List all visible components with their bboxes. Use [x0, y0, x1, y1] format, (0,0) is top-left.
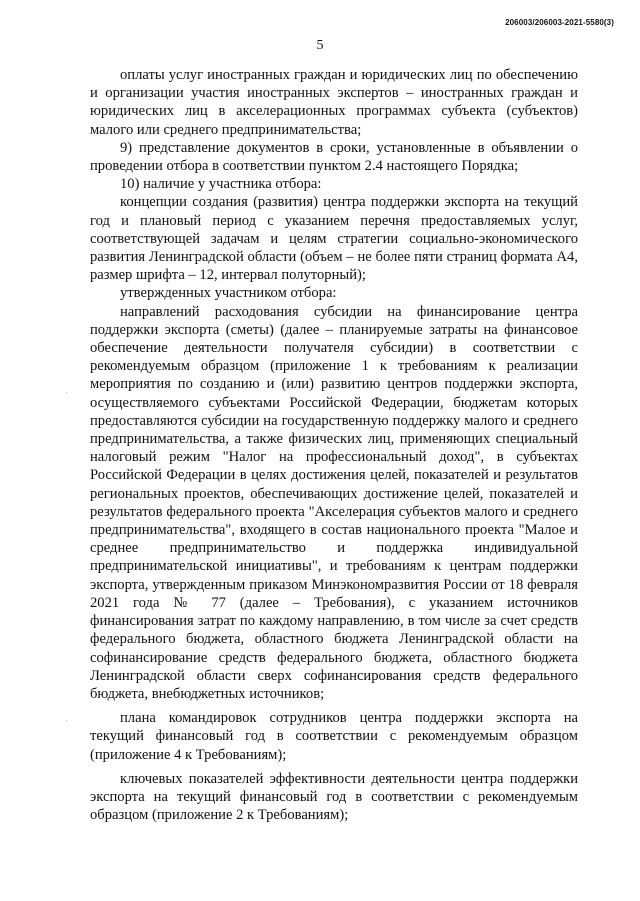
page-number: 5	[316, 38, 324, 53]
scan-speck	[66, 392, 67, 393]
document-body	[90, 66, 578, 824]
paragraph-approved-by: утвержденных участником отбора:	[120, 285, 337, 302]
paragraph-foreign-experts: оплаты услуг иностранных граждан и юридических лиц по обеспечению и организации участия иностранных экспертов – иностранных граждан и юридических лиц в акселерационных программах субъекта (субъектов) малого или среднего предпринимательства;	[90, 67, 578, 138]
scan-speck	[66, 720, 67, 721]
paragraph-concept: концепции создания (развития) центра поддержки экспорта на текущий год и плановый период с указанием перечня предоставляемых услуг, соответствующей задачам и целям стратегии социально-экономического развития Ленинградской области (объем – не более пяти страниц формата А4, размер шрифта – 12, интервал полуторный);	[90, 194, 578, 284]
paragraph-travel-plan: плана командировок сотрудников центра поддержки экспорта на текущий финансовый год в соответствии с рекомендуемым образцом (приложение 4 к Требованиям);	[90, 710, 578, 763]
document-code: 206003/206003-2021-5580(3)	[505, 18, 614, 27]
paragraph-kpi: ключевых показателей эффективности деятельности центра поддержки экспорта на текущий финансовый год в соответствии с рекомендуемым образцом (приложение 2 к Требованиям);	[90, 770, 578, 824]
paragraph-item-9: 9) представление документов в сроки, установленные в объявлении о проведении отбора в соответствии пунктом 2.4 настоящего Порядка;	[90, 139, 578, 175]
paragraph-item-10: 10) наличие у участника отбора:	[120, 176, 322, 193]
paragraph-expenditure-directions: направлений расходования субсидии на финансирование центра поддержки экспорта (сметы) (далее – планируемые затраты на финансовое обеспечение деятельности получателя субсидии) в соответствии с рекомендуемым образцом (приложение 1 к требованиям к реализации мероприятия по созданию и (или) развитию центров поддержки экспорта, осуществляемого субъектами Российской Федерации, бюджетам которых предоставляются субсидии на государственную поддержку малого и среднего предпринимательства, а также физических лиц, применяющих специальный налоговый режим "Налог на профессиональный доход", в субъектах Российской Федерации в целях достижения целей, показателей и результатов региональных проектов, обеспечивающих достижение целей, показателей и результатов федерального проекта "Акселерация субъектов малого и среднего предпринимательства", входящего в состав национального проекта "Малое и среднее предпринимательство и поддержка индивидуальной предпринимательской инициативы", и требованиям к центрам поддержки экспорта, утвержденным приказом Минэкономразвития России от 18 февраля 2021 года № 77 (далее – Требования), с указанием источников финансирования затрат по каждому направлению, в том числе за счет средств федерального бюджета, областного бюджета Ленинградской области на софинансирование средств федерального бюджета, областного бюджета Ленинградской области сверх софинансирования средств федерального бюджета, внебюджетных источников;	[90, 303, 578, 702]
